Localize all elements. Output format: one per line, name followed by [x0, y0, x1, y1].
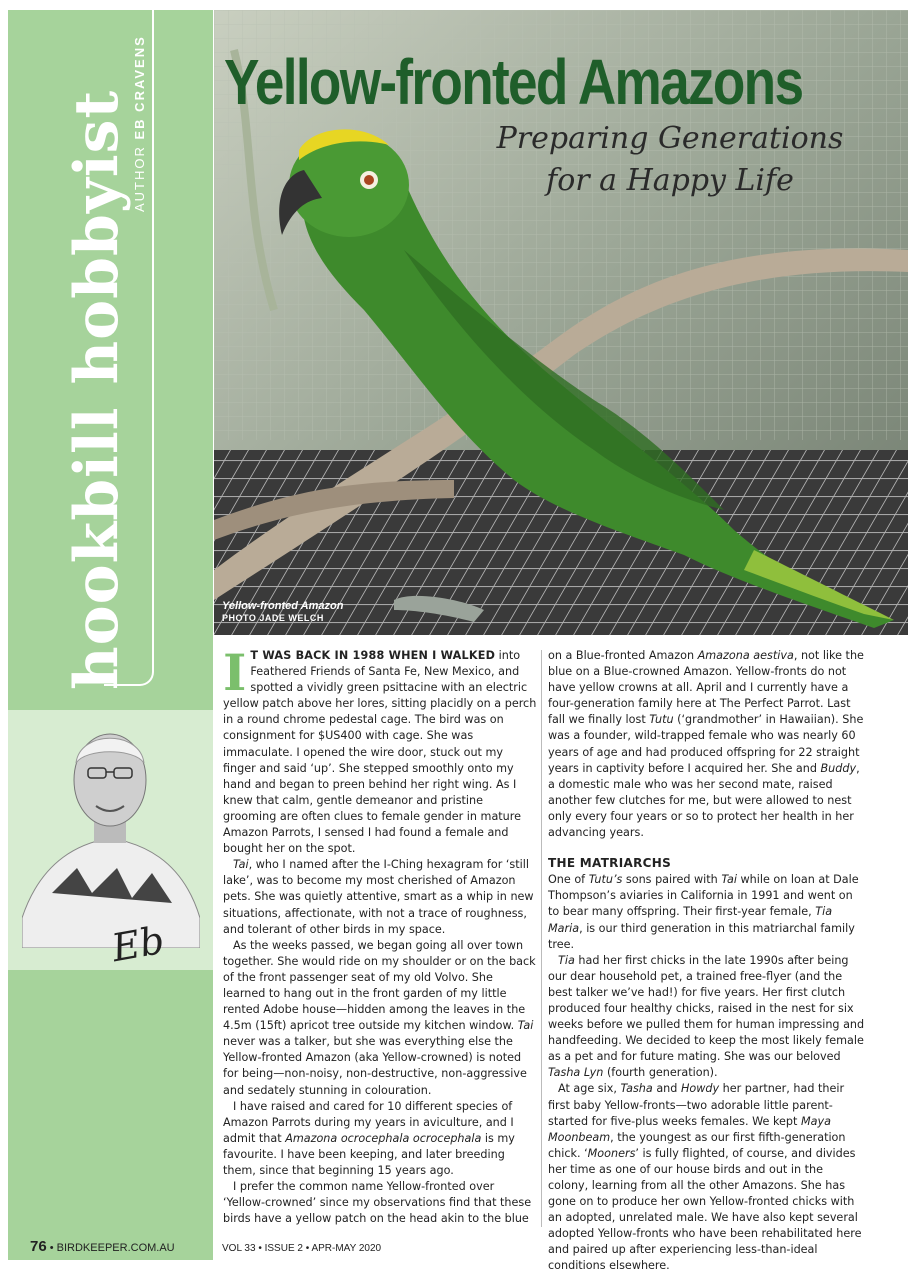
subtitle-line-2: for a Happy Life — [546, 163, 794, 198]
lead-in: T WAS BACK IN 1988 WHEN I WALKED — [250, 649, 496, 662]
paragraph-continued: on a Blue-fronted Amazon Amazona aestiva, not like the blue on a Blue-crowned Amazon. Yellow-fronts do not have yellow crowns at all. April and I currently have a four-generation family here at The Perfect Parrot. Last fall we finally lost Tutu (‘grandmother’ in Hawaiian). She was a founder, wild-trapped female who was nearly 60 years of age and had produced offspring for 22 straight years in captivity before I acquired her. She and Buddy, a domestic male who was her second mate, raised another few clutches for me, but were allowed to nest only every four years or so to protect her health in her advancing years. — [548, 649, 864, 840]
page-number: 76 — [30, 1238, 47, 1255]
photo-credit: PHOTO JADE WELCH — [222, 613, 324, 623]
paragraph: Tia had her first chicks in the late 1990s after being our dear household pet, a trained free-flyer (and the best talker we’ve had!) for five years. Her first clutch produced four healthy chicks, raised in the nest for six weeks before we pulled them for human impressing and handfeeding. We decided to keep the most likely female as a pet and for future mating. She was our beloved Tasha Lyn (fourth generation). — [548, 953, 865, 1080]
author-name: EB CRAVENS — [132, 35, 147, 140]
paragraph: I have raised and cared for 10 different species of Amazon Parrots during my years in aviculture, and I admit that Amazona ocrocephala ocrocephala is my favourite. I have been keeping, and later breeding them, since that beginning 15 years ago. — [223, 1099, 515, 1177]
author-portrait — [22, 718, 200, 948]
article-title: Yellow-fronted Amazons — [224, 46, 803, 118]
subtitle-line-1: Preparing Generations — [496, 121, 844, 156]
column-divider — [541, 650, 542, 1227]
drop-cap: I — [223, 643, 247, 702]
article-column-1 — [223, 643, 537, 1227]
caption-text: Yellow-fronted Amazon — [222, 600, 344, 612]
footer-left: 76 • BIRDKEEPER.COM.AU — [30, 1238, 175, 1255]
article-column-2 — [548, 648, 866, 1275]
photo-caption — [222, 600, 343, 624]
section-subheading: THE MATRIARCHS — [548, 856, 672, 871]
paragraph: I prefer the common name Yellow-fronted over ‘Yellow-crowned’ since my observations find that these birds have a yellow patch on the head akin to the blue — [223, 1180, 532, 1226]
author-signature: Eb — [108, 917, 168, 971]
author-label: AUTHOR — [132, 145, 147, 212]
site-name: BIRDKEEPER.COM.AU — [56, 1242, 175, 1254]
paragraph: One of Tutu’s sons paired with Tai while on loan at Dale Thompson’s aviaries in California in 1991 and went on to bear many offspring. Their first-year female, Tia Maria, is our third generation in this matriarchal family tree. — [548, 873, 859, 951]
section-title: hookbill hobbyist — [62, 89, 132, 690]
paragraph: At age six, Tasha and Howdy her partner, had their first baby Yellow-fronts—two adorable little parent-started for five-plus weeks females. We kept Maya Moonbeam, the youngest as our first fifth-generation chick. ‘Mooners’ is fully flighted, of course, and divides her time as one of our house birds and out in the colony, learning from all the other Amazons. She has gone on to produce her own Yellow-fronted chicks with an adopted, unrelated male. We have also kept several adopted Yellow-fronts who have been rehabilitated here and paired up after experiencing less-than-ideal conditions elsewhere. — [548, 1082, 862, 1273]
article-subtitle — [470, 118, 870, 202]
author-byline — [132, 35, 147, 212]
paragraph: As the weeks passed, we began going all over town together. She would ride on my shoulder or on the back of the front passenger seat of my old Volvo. She learned to hang out in the front garden of my little rented Adobe house—hidden among the leaves in the 4.5m (15ft) apricot tree outside my kitchen window. Tai never was a talker, but she was everything else the Yellow-fronted Amazon (aka Yellow-crowned) is noted for being—non-noisy, non-destructive, non-aggressive and sedately stunning in colouration. — [223, 938, 536, 1097]
paragraph: I T WAS BACK IN 1988 WHEN I WALKED into Feathered Friends of Santa Fe, New Mexico, and spotted a vividly green psittacine with an electric yellow patch above her lores, sitting placidly on a perch in a round chrome pedestal cage. The bird was on consignment for $US400 with cage. She was immaculate. I opened the wire door, stuck out my finger and said ‘up’. She stepped smoothly onto my hand and began to preen behind her right wing. As I knew that calm, gentle demeanor and pristine grooming are often clues to female gender in mature Amazon Parrots, I sensed I had found a female and bought her on the spot. — [223, 643, 537, 856]
paragraph: Tai, who I named after the I-Ching hexagram for ‘still lake’, was to become my most cherished of Amazon pets. She was quietly attentive, smart as a whip in new situations, affectionate, with not a trace of roughness, and tolerant of other birds in my space. — [223, 858, 534, 936]
issue-info: VOL 33 • ISSUE 2 • APR-MAY 2020 — [222, 1243, 382, 1254]
